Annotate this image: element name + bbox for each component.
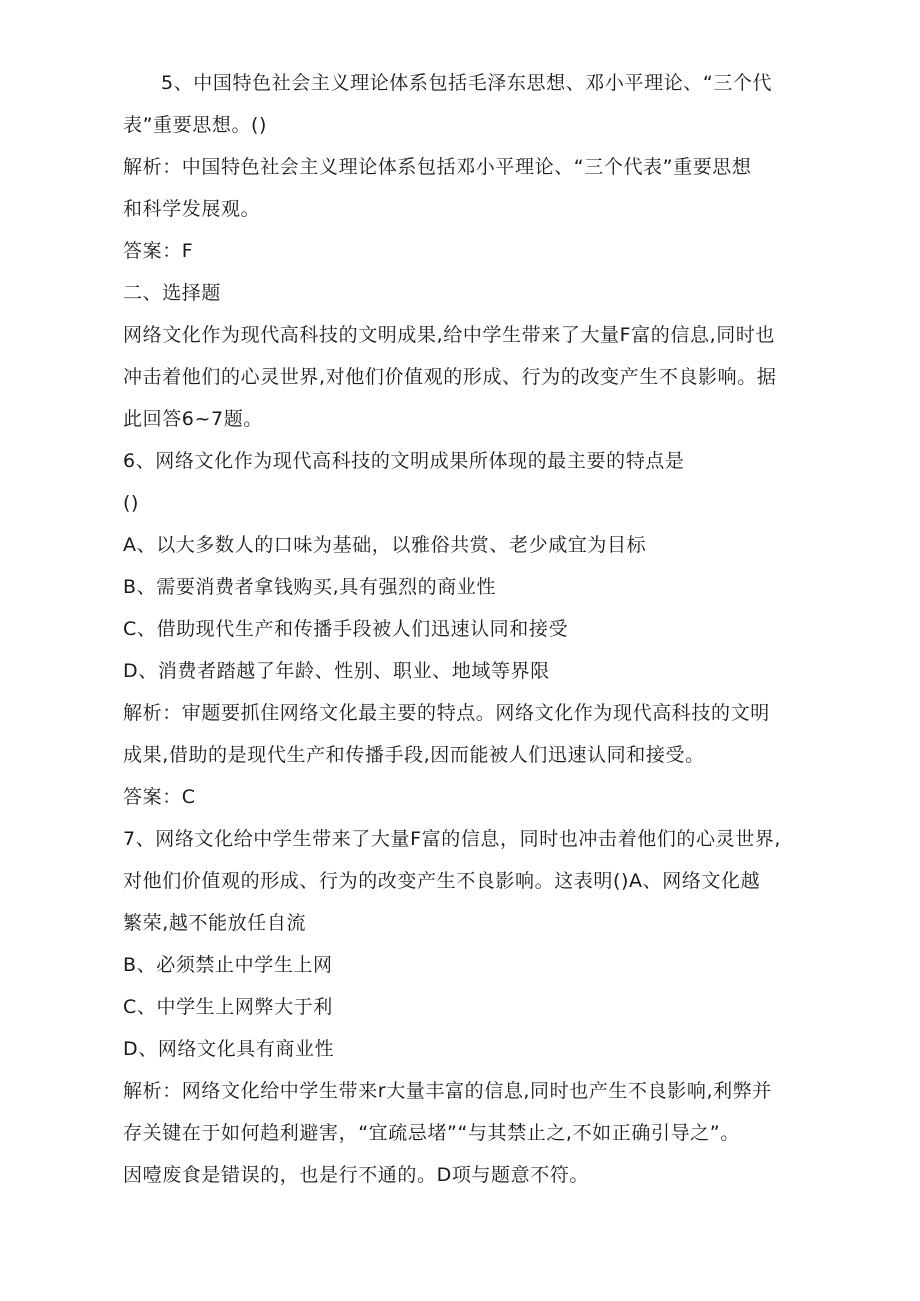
option-6d: D、消费者踏越了年龄、性别、职业、地域等界限 <box>123 660 550 682</box>
passage-line: 网络文化作为现代高科技的文明成果,给中学生带来了大量F富的信息,同时也 <box>123 324 776 346</box>
analysis-7-cont: 存关键在于如何趋利避害，“宜疏忌堵”“与其禁止之,不如正确引导之”。 <box>123 1122 740 1144</box>
option-7a-cont: 繁荣,越不能放任自流 <box>123 912 307 934</box>
option-7b: B、必须禁止中学生上网 <box>123 954 333 976</box>
passage-line: 此回答6~7题。 <box>123 408 263 430</box>
option-6c: C、借助现代生产和传播手段被人们迅速认同和接受 <box>123 618 569 640</box>
analysis-5-cont: 和科学发展观。 <box>123 198 261 220</box>
option-7c: C、中学生上网弊大于利 <box>123 996 333 1018</box>
question-7-text: 7、网络文化给中学生带来了大量F富的信息，同时也冲击着他们的心灵世界, <box>123 828 782 850</box>
answer-5: 答案：F <box>123 240 194 262</box>
passage-line: 冲击着他们的心灵世界,对他们价值观的形成、行为的改变产生不良影响。据 <box>123 366 777 388</box>
question-7-text-cont: 对他们价值观的形成、行为的改变产生不良影响。这表明()A、网络文化越 <box>123 870 761 892</box>
option-6a: A、以大多数人的口味为基础，以雅俗共赏、老少咸宜为目标 <box>123 534 647 556</box>
analysis-5: 解析：中国特色社会主义理论体系包括邓小平理论、“三个代表”重要思想 <box>123 156 752 178</box>
answer-6: 答案：C <box>123 786 196 808</box>
question-6-text: 6、网络文化作为现代高科技的文明成果所体现的最主要的特点是 <box>123 450 685 472</box>
section-heading: 二、选择题 <box>123 282 222 304</box>
question-5-text: 5、中国特色社会主义理论体系包括毛泽东思想、邓小平理论、“三个代 <box>161 72 773 94</box>
option-6b: B、需要消费者拿钱购买,具有强烈的商业性 <box>123 576 497 598</box>
document-body <box>123 62 803 1196</box>
option-7d: D、网络文化具有商业性 <box>123 1038 335 1060</box>
analysis-6-cont: 成果,借助的是现代生产和传播手段,因而能被人们迅速认同和接受。 <box>123 744 705 766</box>
analysis-7: 解析：网络文化给中学生带来r大量丰富的信息,同时也产生不良影响,利弊并 <box>123 1080 772 1102</box>
analysis-7-cont: 因噎废食是错误的，也是行不通的。D项与题意不符。 <box>123 1164 590 1186</box>
question-5-text-cont: 表”重要思想。() <box>123 114 268 136</box>
question-6-blank: () <box>123 492 140 514</box>
analysis-6: 解析：审题要抓住网络文化最主要的特点。网络文化作为现代高科技的文明 <box>123 702 770 724</box>
